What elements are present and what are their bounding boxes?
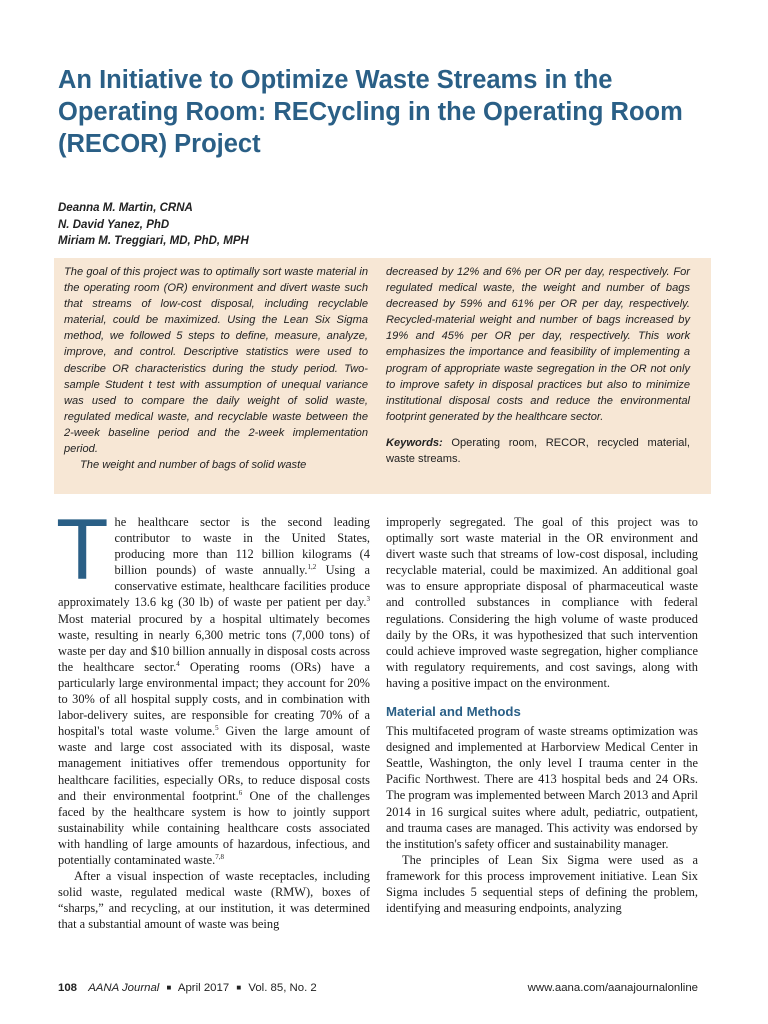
body-paragraph: The principles of Lean Six Sigma were used as a framework for this process improvement initiative. Lean Six Sigma includes 5 sequential steps of defining the problem, identifying and measuring endpoints, analyzing: [386, 852, 698, 916]
volume-info: Vol. 85, No. 2: [248, 982, 317, 994]
journal-name: AANA Journal: [88, 982, 160, 994]
author-name: N. David Yanez, PhD: [58, 218, 170, 231]
separator-icon: ■: [236, 983, 242, 992]
body-paragraph: After a visual inspection of waste receptacles, including solid waste, regulated medical waste (RMW), boxes of “sharps,” and recycling, at our institution, it was determined that a substantial amount of waste was being: [58, 869, 370, 932]
body-right-column: [386, 514, 698, 916]
citation: 7,8: [215, 852, 224, 861]
abstract-box: [54, 258, 711, 494]
abstract-right-column: [386, 264, 690, 467]
abstract-paragraph: The weight and number of bags of solid waste: [80, 459, 307, 472]
citation: 1,2: [307, 563, 317, 572]
citation: 3: [366, 595, 370, 604]
separator-icon: ■: [166, 983, 172, 992]
keywords: [386, 435, 690, 467]
footer-left: [58, 982, 317, 994]
section-heading: Material and Methods: [386, 704, 521, 720]
body-text: Operating rooms (ORs) have a particularly large environmental impact; they account for 20% to 30% of all hospital supply costs, and in combination with labor-delivery suites, are responsible for creating 70% of a hospital's total waste volume.: [58, 659, 371, 739]
keywords-text: Operating room, RECOR, recycled material, waste streams.: [386, 436, 690, 466]
body-paragraph: [56, 502, 371, 868]
abstract-left-column: [64, 264, 368, 473]
issue-date: April 2017: [177, 982, 230, 994]
body-paragraph: improperly segregated. The goal of this project was to optimally sort waste material in the OR environment and divert waste such that streams of low-cost disposal, including recyclable material, could be maximized. An additional goal was to ensure appropriate disposal of pharmaceutical waste and controlled substances in compliance with federal regulations. Considering the high volume of waste produced daily by the ORs, it was hypothesized that such intervention could achieve improved waste segregation, higher compliance with regulatory requirements, and cost savings, along with having a positive impact on the environment.: [386, 515, 698, 690]
body-text: he healthcare sector is the second leading contributor to waste in the United States, producing more than 112 billion kilograms (4 billion pounds) of waste annually.: [114, 515, 370, 578]
abstract-paragraph: decreased by 12% and 6% per OR per day, respectively. For regulated medical waste, the weight and number of bags decreased by 59% and 61% per OR per day, respectively. Recycled-material weight and number of bags increased by 19% and 45% per OR per day, respectively. This work emphasizes the importance and feasibility of implementing a program of appropriate waste segregation in the OR not only to improve safety in disposal practices but also to minimize institutional disposal costs and reduce the environmental footprint generated by the healthcare sector.: [386, 266, 690, 423]
journal-url: www.aana.com/aanajournalonline: [527, 982, 698, 994]
body-paragraph: This multifaceted program of waste streams optimization was designed and implemented at Harborview Medical Center in Seattle, Washington, the only level I trauma center in the Pacific Northwest. There are 413 hospital beds and 24 ORs. The program was implemented between March 2013 and April 2014 in 16 surgical suites where adult, pediatric, outpatient, and trauma cases are managed. This activity was endorsed by the institution's safety officer and sustainability manager.: [386, 724, 698, 851]
citation: 6: [238, 788, 243, 797]
body-text: One of the challenges faced by the healthcare system is how to jointly support sustainability while containing healthcare costs associated with handling of large amounts of hazardous, infectious, and potentially contaminated waste.: [58, 788, 370, 867]
abstract-paragraph: The goal of this project was to optimally sort waste material in the operating room (OR) environment and divert waste such that streams of low-cost disposal, including recyclable material, could be maximized. Using the Lean Six Sigma method, we followed 5 steps to define, measure, analyze, improve, and control. Descriptive statistics were used to describe OR characteristics during the study period. Two-sample Student t test with assumption of unequal variance was used to compare the daily weight of solid waste, regulated medical waste, and recyclable waste between the 2-week baseline period and the 2-week implementation period.: [64, 266, 368, 456]
body-text: Most material procured by a hospital ultimately becomes waste, resulting in nearly 6,300 metric tons (7,000 tons) of waste per day and $10 billion annually in disposal costs across the healthcare sector.: [58, 611, 370, 674]
body-text: Given the large amount of waste and large cost associated with its disposal, waste management initiatives offer tremendous opportunity for healthcare facilities, especially ORs, to reduce disposal costs and their environmental footprint.: [58, 724, 370, 803]
citation: 4: [176, 659, 180, 668]
citation: 5: [215, 724, 219, 733]
body-text: Using a conservative estimate, healthcare facilities produce approximately 13.6 kg (30 lb) of waste per patient per day.: [58, 563, 370, 610]
drop-cap: T: [56, 502, 109, 598]
keywords-label: Keywords:: [386, 436, 443, 449]
author-name: Miriam M. Treggiari, MD, PhD, MPH: [58, 235, 249, 247]
author-name: Deanna M. Martin, CRNA: [58, 202, 193, 214]
author-list: [58, 200, 249, 250]
page-number: 108: [58, 982, 78, 994]
page-footer: [58, 982, 698, 994]
body-left-column: [56, 502, 371, 932]
article-title: An Initiative to Optimize Waste Streams in the Operating Room: RECycling in the Operating Room (RECOR) Project: [58, 66, 683, 158]
